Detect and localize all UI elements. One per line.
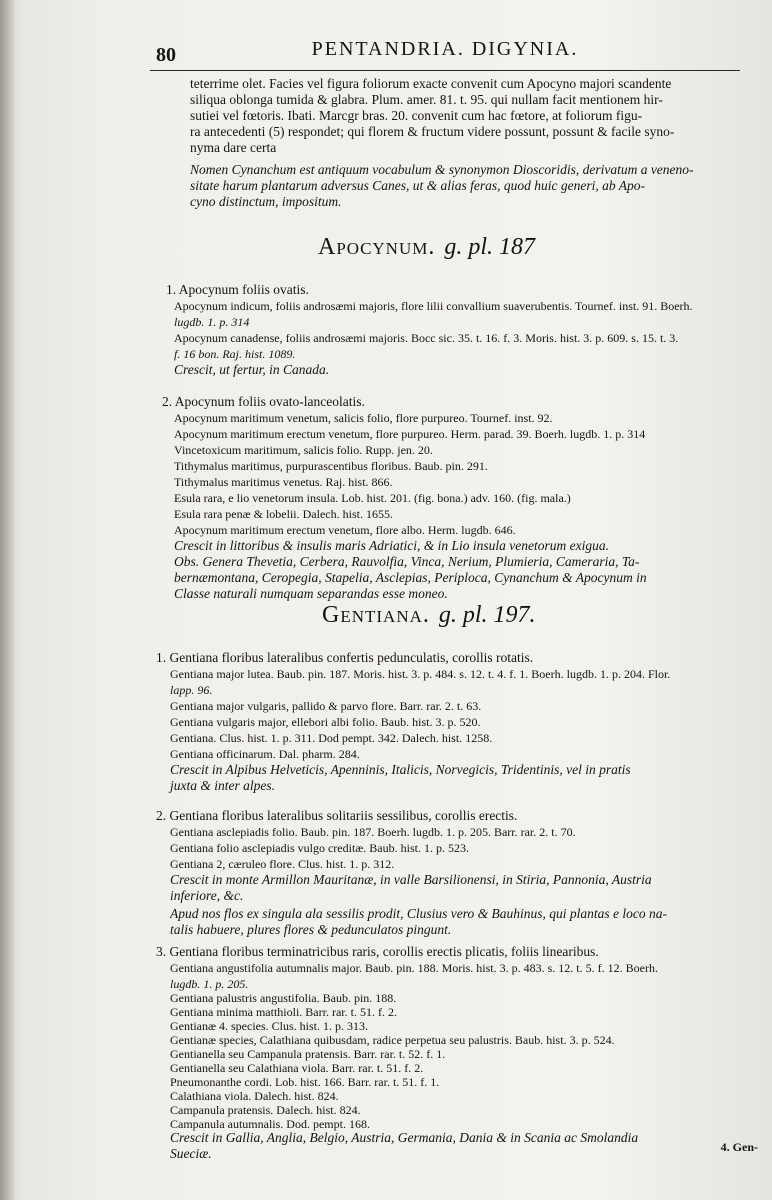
observation-line: talis habuere, plures flores & pedunculatos pingunt. [170, 922, 452, 937]
synonym-line: Gentianæ species, Calathiana quibusdam, radice perpetua seu palustris. Baub. hist. 3. p. 524. [170, 1033, 615, 1047]
synonym-line: Esula rara, e lio venetorum insula. Lob. hist. 201. (fig. bona.) adv. 160. (fig. mala.) [174, 491, 571, 505]
synonym-line: Gentiana major lutea. Baub. pin. 187. Moris. hist. 3. p. 484. s. 12. t. 4. f. 1. Boerh. lugdb. 1. p. 204. Flor. [170, 667, 671, 681]
synonym-line: Campanula autumnalis. Dod. pempt. 168. [170, 1117, 370, 1131]
synonym-line: lugdb. 1. p. 205. [170, 977, 249, 991]
genus-reference: g. pl. 187 [444, 234, 536, 260]
habitat-line: Crescit in littoribus & insulis maris Adriatici, & in Lio insula venetorum exigua. [174, 538, 610, 553]
species-diagnosis: 1. Apocynum foliis ovatis. [166, 282, 309, 297]
genus-heading [318, 234, 535, 261]
synonym-line: Gentiana vulgaris major, ellebori albi folio. Baub. hist. 3. p. 520. [170, 715, 481, 729]
text-line: teterrime olet. Facies vel figura foliorum exacte convenit cum Apocyno majori scandente [190, 76, 672, 91]
genus-name: Gentiana. [322, 602, 430, 628]
synonym-line: Gentiana minima matthioli. Barr. rar. t. 51. f. 2. [170, 1005, 397, 1019]
synonym-line: Gentiana folio asclepiadis vulgo creditæ. Baub. hist. 1. p. 523. [170, 841, 469, 855]
synonym-line: Gentiana. Clus. hist. 1. p. 311. Dod pempt. 342. Dalech. hist. 1258. [170, 731, 493, 745]
synonym-line: Gentianella seu Campanula pratensis. Barr. rar. t. 52. f. 1. [170, 1047, 446, 1061]
species-diagnosis: 2. Apocynum foliis ovato-lanceolatis. [162, 394, 365, 409]
habitat-line: juxta & inter alpes. [170, 778, 275, 793]
text-line: Nomen Cynanchum est antiquum vocabulum & synonymon Dioscoridis, derivatum a veneno- [190, 162, 694, 177]
habitat-line: Crescit in Alpibus Helveticis, Apenninis, Italicis, Norvegicis, Tridentinis, vel in pratis [170, 762, 631, 777]
text-line: sitate harum plantarum adversus Canes, ut & alias feras, quod huic generi, ab Apo- [190, 178, 645, 193]
synonym-line: lugdb. 1. p. 314 [174, 315, 250, 329]
synonym-line: Gentiana palustris angustifolia. Baub. pin. 188. [170, 991, 397, 1005]
species-diagnosis: 2. Gentiana floribus lateralibus solitariis sessilibus, corollis erectis. [156, 808, 518, 823]
synonym-line: Vincetoxicum maritimum, salicis folio. Rupp. jen. 20. [174, 443, 433, 457]
synonym-line: Apocynum maritimum erectum venetum, flore purpureo. Herm. parad. 39. Boerh. lugdb. 1. p. 314 [174, 427, 646, 441]
synonym-line: Pneumonanthe cordi. Lob. hist. 166. Barr. rar. t. 51. f. 1. [170, 1075, 440, 1089]
synonym-line: lapp. 96. [170, 683, 213, 697]
species-diagnosis: 3. Gentiana floribus terminatricibus raris, corollis erectis plicatis, foliis linearibus. [156, 944, 599, 959]
synonym-line: Gentiana asclepiadis folio. Baub. pin. 187. Boerh. lugdb. 1. p. 205. Barr. rar. 2. t. 70. [170, 825, 576, 839]
habitat-line: Crescit, ut fertur, in Canada. [174, 362, 330, 377]
habitat-line: Crescit in monte Armillon Mauritanæ, in valle Barsilionensi, in Stiria, Pannonia, Austria [170, 872, 652, 887]
synonym-line: Calathiana viola. Dalech. hist. 824. [170, 1089, 339, 1103]
text-line: cyno distinctum, impositum. [190, 194, 342, 209]
observation-line: Classe naturali numquam separandas esse moneo. [174, 586, 448, 601]
running-title: PENTANDRIA. DIGYNIA. [311, 38, 579, 60]
synonym-line: f. 16 bon. Raj. hist. 1089. [174, 347, 296, 361]
synonym-line: Tithymalus maritimus, purpurascentibus floribus. Baub. pin. 291. [174, 459, 488, 473]
observation-line: Obs. Genera Thevetia, Cerbera, Rauvolfia, Vinca, Nerium, Plumieria, Cameraria, Ta- [174, 554, 640, 569]
catchword: 4. Gen- [720, 1140, 758, 1154]
synonym-line: Gentiana major vulgaris, pallido & parvo flore. Barr. rar. 2. t. 63. [170, 699, 482, 713]
synonym-line: Apocynum maritimum venetum, salicis folio, flore purpureo. Tournef. inst. 92. [174, 411, 553, 425]
synonym-line: Gentianella seu Calathiana viola. Barr. rar. t. 51. f. 2. [170, 1061, 424, 1075]
species-diagnosis: 1. Gentiana floribus lateralibus confertis pedunculatis, corollis rotatis. [156, 650, 534, 665]
text-line: ra antecedenti (5) respondet; qui florem & fructum videre possunt, possunt & facile syno- [190, 124, 675, 139]
synonym-line: Tithymalus maritimus venetus. Raj. hist. 866. [174, 475, 393, 489]
genus-heading [322, 602, 536, 629]
synonym-line: Gentiana officinarum. Dal. pharm. 284. [170, 747, 360, 761]
text-line: sutiei vel fœtoris. Ibati. Marcgr bras. 20. convenit cum hac fœtore, at foliorum figu- [190, 108, 643, 123]
running-header [150, 36, 740, 71]
habitat-line: inferiore, &c. [170, 888, 244, 903]
habitat-line: Sueciæ. [170, 1146, 212, 1161]
observation-line: bernæmontana, Ceropegia, Stapelia, Asclepias, Periploca, Cynanchum & Apocynum in [174, 570, 647, 585]
page-number: 80 [156, 44, 176, 66]
synonym-line: Gentiana angustifolia autumnalis major. Baub. pin. 188. Moris. hist. 3. p. 483. s. 12. t. 5. f. 12. Boerh. [170, 961, 658, 975]
text-line: nyma dare certa [190, 140, 277, 155]
genus-name: Apocynum. [318, 234, 436, 260]
synonym-line: Esula rara penæ & lobelii. Dalech. hist. 1655. [174, 507, 393, 521]
genus-reference: g. pl. 197. [438, 602, 536, 628]
synonym-line: Apocynum indicum, foliis androsæmi majoris, flore lilii convallium suaverubentis. Tournef. inst. 91. Boerh. [174, 299, 693, 313]
observation-line: Apud nos flos ex singula ala sessilis prodit, Clusius vero & Bauhinus, qui plantas e loco na- [170, 906, 667, 921]
synonym-line: Gentianæ 4. species. Clus. hist. 1. p. 313. [170, 1019, 368, 1033]
synonym-line: Apocynum maritimum erectum venetum, flore albo. Herm. lugdb. 646. [174, 523, 516, 537]
synonym-line: Gentiana 2, cæruleo flore. Clus. hist. 1. p. 312. [170, 857, 395, 871]
text-line: siliqua oblonga tumida & glabra. Plum. amer. 81. t. 95. qui nullam facit mentionem hir- [190, 92, 663, 107]
synonym-line: Campanula pratensis. Dalech. hist. 824. [170, 1103, 361, 1117]
synonym-line: Apocynum canadense, foliis androsæmi majoris. Bocc sic. 35. t. 16. f. 3. Moris. hist. 3. p. 609. s. 15. t. 3. [174, 331, 679, 345]
habitat-line: Crescit in Gallia, Anglia, Belgio, Austria, Germania, Dania & in Scania ac Smolandia [170, 1130, 639, 1145]
